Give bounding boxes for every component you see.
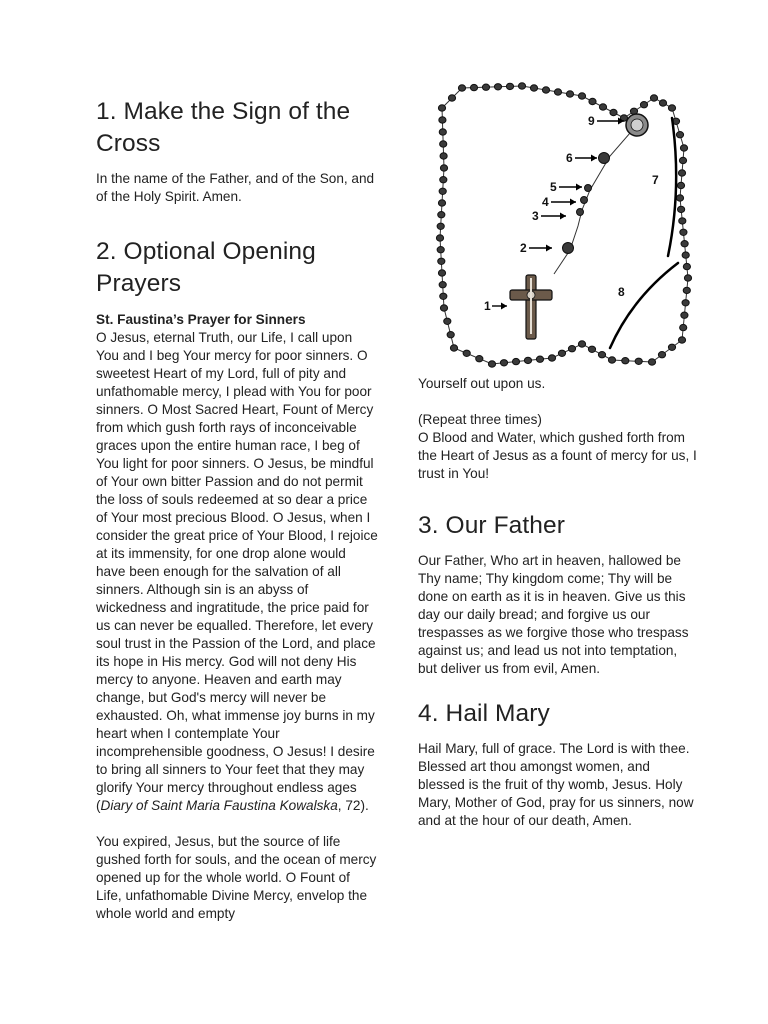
rosary-bead	[680, 145, 687, 151]
rosary-bead	[554, 89, 561, 95]
rosary-arrowhead-5	[576, 184, 582, 191]
rosary-bead	[438, 258, 445, 264]
rosary-bead	[542, 87, 549, 93]
rosary-bead	[494, 84, 501, 90]
decade-marker-8	[610, 263, 678, 348]
rosary-bead	[679, 157, 686, 163]
rosary-bead	[589, 98, 596, 104]
rosary-label-3: 3	[532, 209, 539, 223]
rosary-bead	[680, 229, 687, 235]
rosary-bead	[682, 300, 689, 306]
rosary-bead	[640, 102, 647, 108]
text-sign-of-cross: In the name of the Father, and of the Son, and of the Holy Spirit. Amen.	[96, 171, 375, 204]
rosary-bead	[610, 109, 617, 115]
rosary-bead	[677, 182, 684, 188]
rosary-bead	[679, 218, 686, 224]
rosary-bead	[437, 247, 444, 253]
rosary-diagram	[432, 78, 694, 374]
citation-end: , 72).	[337, 798, 369, 813]
rosary-bead	[450, 345, 457, 351]
rosary-bead	[438, 212, 445, 218]
rosary-bead	[598, 352, 605, 358]
blood-and-water-prayer: O Blood and Water, which gushed forth from the Heart of Jesus as a fount of mercy for us, I trust in You!	[418, 430, 697, 481]
rosary-bead	[440, 293, 447, 299]
rosary-bead	[436, 235, 443, 241]
rosary-bead	[648, 359, 655, 365]
rosary-bead	[470, 84, 477, 90]
rosary-bead	[500, 360, 507, 366]
rosary-bead	[676, 195, 683, 201]
rosary-bead	[444, 318, 451, 324]
rosary-bead	[438, 270, 445, 276]
rosary-bead	[588, 346, 595, 352]
heading-hail-mary: 4. Hail Mary	[418, 700, 550, 727]
rosary-bead	[678, 337, 685, 343]
rosary-arrowhead-4	[570, 199, 576, 206]
rosary-bead	[488, 361, 495, 367]
faustina-prayer	[96, 311, 378, 815]
heading-sign-of-cross: 1. Make the Sign of the Cross	[96, 98, 351, 157]
text-our-father: Our Father, Who art in heaven, hallowed be Thy name; Thy kingdom come; Thy will be done on earth as it is in heaven. Give us this day our daily bread; and forgive us our trespasses as we forgive those who trespass against us; and lead us not into temptation, but deliver us from evil, Amen.	[418, 553, 689, 676]
rosary-bead	[439, 117, 446, 123]
rosary-chain	[436, 83, 691, 367]
rosary-bead	[658, 352, 665, 358]
rosary-pendant-bead	[577, 209, 584, 216]
heading-our-father: 3. Our Father	[418, 512, 565, 539]
rosary-labels	[484, 114, 659, 313]
rosary-bead	[558, 350, 565, 356]
subheading-faustina: St. Faustina’s Prayer for Sinners	[96, 312, 306, 327]
rosary-bead	[668, 105, 675, 111]
rosary-label-7: 7	[652, 173, 659, 187]
faustina-prayer-text: O Jesus, eternal Truth, our Life, I call upon You and I beg Your mercy for poor sinners. O sweetest Heart of my Lord, full of pity and unfathomable mercy, I plead with You for poor sinners. O Most Sacred Heart, Fount of Mercy from which gush forth rays of inconceivable graces upon the entire human race, I beg of You light for poor sinners. O Jesus, be mindful of Your own bitter Passion and do not permit the loss of souls redeemed at so dear a price of Your most precious Blood. O Jesus, when I consider the great price of Your Blood, I rejoice at its immensity, for one drop alone would have been enough for the salvation of all sinners. Although sin is an abyss of wickedness and ingratitude, the price paid for us can never be equalled. Therefore, let every soul trust in the Passion of the Lord, and place its hope in His mercy. God will not deny His mercy to anyone. Heaven and earth may change, but God's mercy will never be exhausted. Oh, what immense joy burns in my heart when I contemplate Your incomprehensible goodness, O Jesus! I desire to bring all sinners to Your feet that they may glorify Your mercy throughout endless ages (	[96, 330, 378, 813]
rosary-arrowhead-6	[591, 155, 597, 162]
rosary-bead	[440, 165, 447, 171]
rosary-pendant-bead	[599, 153, 610, 164]
citation-source: Diary of Saint Maria Faustina Kowalska	[100, 798, 338, 813]
rosary-arrowhead-3	[560, 213, 566, 220]
rosary-bead	[438, 105, 445, 111]
rosary-label-1: 1	[484, 299, 491, 313]
rosary-bead	[682, 252, 689, 258]
rosary-bead	[599, 104, 606, 110]
rosary-bead	[463, 350, 470, 356]
rosary-pendant-bead	[563, 243, 574, 254]
rosary-bead	[437, 223, 444, 229]
rosary-bead	[668, 344, 675, 350]
rosary-bead	[512, 358, 519, 364]
rosary-bead	[659, 100, 666, 106]
rosary-bead	[440, 305, 447, 311]
rosary-bead	[447, 332, 454, 338]
rosary-bead	[622, 358, 629, 364]
rosary-label-8: 8	[618, 285, 625, 299]
heading-opening-prayers: 2. Optional Opening Prayers	[96, 238, 316, 297]
rosary-bead	[568, 346, 575, 352]
rosary-bead	[578, 341, 585, 347]
rosary-bead	[578, 93, 585, 99]
rosary-bead	[440, 177, 447, 183]
right-column	[418, 78, 698, 830]
rosary-bead	[482, 84, 489, 90]
rosary-label-2: 2	[520, 241, 527, 255]
rosary-label-5: 5	[550, 180, 557, 194]
rosary-medal	[626, 114, 648, 136]
rosary-bead	[530, 85, 537, 91]
rosary-bead	[684, 275, 691, 281]
rosary-cross	[510, 275, 552, 339]
rosary-bead	[438, 200, 445, 206]
rosary-label-9: 9	[588, 114, 595, 128]
rosary-pendant-bead	[585, 185, 592, 192]
rosary-bead	[439, 129, 446, 135]
rosary-bead	[608, 357, 615, 363]
rosary-bead	[650, 95, 657, 101]
rosary-pendant-bead	[581, 197, 588, 204]
rosary-chain-line	[440, 86, 688, 364]
second-prayer-end: Yourself out upon us.	[418, 376, 546, 391]
rosary-bead	[536, 356, 543, 362]
rosary-bead	[683, 263, 690, 269]
rosary-bead	[548, 355, 555, 361]
repeat-note: (Repeat three times)	[418, 412, 542, 427]
rosary-bead	[440, 141, 447, 147]
rosary-label-6: 6	[566, 151, 573, 165]
rosary-bead	[476, 356, 483, 362]
rosary-bead	[680, 324, 687, 330]
rosary-bead	[681, 312, 688, 318]
left-column	[96, 96, 378, 923]
rosary-bead	[448, 95, 455, 101]
rosary-bead	[676, 132, 683, 138]
rosary-bead	[440, 153, 447, 159]
rosary-label-4: 4	[542, 195, 549, 209]
rosary-bead	[681, 241, 688, 247]
rosary-arrowhead-2	[546, 245, 552, 252]
rosary-bead	[506, 83, 513, 89]
second-prayer-start: You expired, Jesus, but the source of life gushed forth for souls, and the ocean of mercy opened up for the whole world. O Fount of Life, unfathomable Divine Mercy, envelop the whole world and empty	[96, 834, 377, 921]
rosary-bead	[458, 85, 465, 91]
rosary-bead	[678, 170, 685, 176]
rosary-bead	[518, 83, 525, 89]
rosary-bead	[439, 188, 446, 194]
rosary-bead	[439, 282, 446, 288]
rosary-arrowhead-1	[501, 303, 507, 310]
rosary-bead	[683, 287, 690, 293]
rosary-bead	[566, 91, 573, 97]
rosary-bead	[635, 358, 642, 364]
rosary-bead	[678, 206, 685, 212]
text-hail-mary: Hail Mary, full of grace. The Lord is with thee. Blessed art thou amongst women, and blessed is the fruit of thy womb, Jesus. Holy Mary, Mother of God, pray for us sinners, now and at the hour of our death, Amen.	[418, 741, 694, 828]
decade-marker-7	[668, 118, 676, 256]
rosary-bead	[524, 357, 531, 363]
